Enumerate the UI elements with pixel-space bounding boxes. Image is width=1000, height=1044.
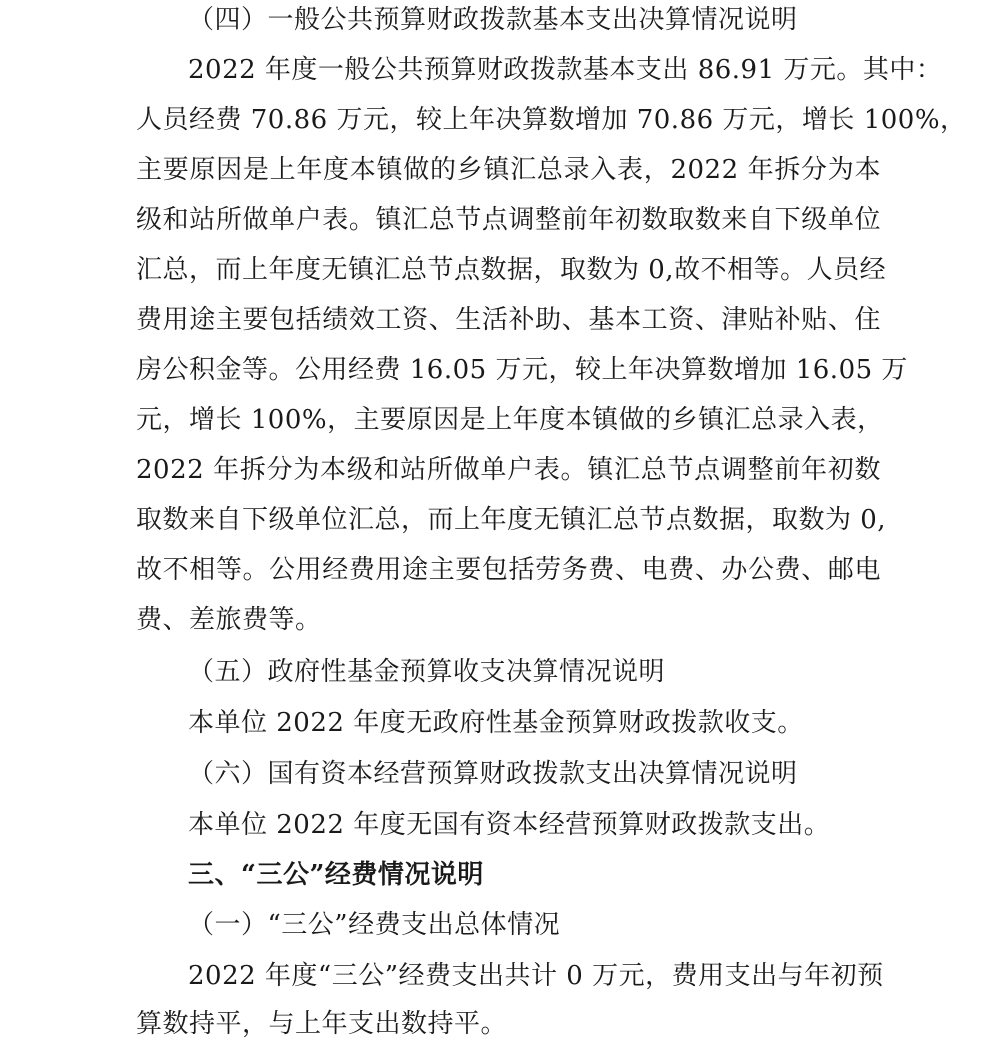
paragraph-line: 费、差旅费等。 (136, 605, 322, 635)
paragraph-line: 元，增长 100%，主要原因是上年度本镇做的乡镇汇总录入表， (136, 405, 884, 435)
paragraph-line: 人员经费 70.86 万元，较上年决算数增加 70.86 万元，增长 100%， (136, 105, 967, 135)
paragraph-line: 2022 年拆分为本级和站所做单户表。镇汇总节点调整前年初数 (136, 455, 881, 485)
paragraph-line: 级和站所做单户表。镇汇总节点调整前年初数取数来自下级单位 (136, 205, 881, 235)
paragraph-line: 费用途主要包括绩效工资、生活补助、基本工资、津贴补贴、住 (136, 305, 881, 335)
heading-section-5: （五）政府性基金预算收支决算情况说明 (188, 657, 666, 687)
heading-section-6: （六）国有资本经营预算财政拨款支出决算情况说明 (188, 759, 798, 789)
paragraph-line: 2022 年度“三公”经费支出共计 0 万元，费用支出与年初预 (188, 961, 884, 991)
paragraph-line: 本单位 2022 年度无国有资本经营预算财政拨款支出。 (188, 810, 831, 840)
paragraph-line: 汇总，而上年度无镇汇总节点数据，取数为 0,故不相等。人员经 (136, 255, 887, 285)
paragraph-line: 2022 年度一般公共预算财政拨款基本支出 86.91 万元。其中： (188, 55, 943, 85)
heading-section-three-public: 三、“三公”经费情况说明 (188, 860, 484, 890)
heading-section-4: （四）一般公共预算财政拨款基本支出决算情况说明 (188, 5, 798, 35)
heading-subsection-1: （一）“三公”经费支出总体情况 (188, 910, 561, 940)
paragraph-line: 算数持平，与上年支出数持平。 (136, 1009, 508, 1039)
paragraph-line: 主要原因是上年度本镇做的乡镇汇总录入表，2022 年拆分为本 (136, 155, 881, 185)
paragraph-line: 取数来自下级单位汇总，而上年度无镇汇总节点数据，取数为 0, (136, 505, 887, 535)
paragraph-line: 故不相等。公用经费用途主要包括劳务费、电费、办公费、邮电 (136, 555, 881, 585)
paragraph-line: 本单位 2022 年度无政府性基金预算财政拨款收支。 (188, 708, 804, 738)
paragraph-line: 房公积金等。公用经费 16.05 万元，较上年决算数增加 16.05 万 (136, 355, 908, 385)
